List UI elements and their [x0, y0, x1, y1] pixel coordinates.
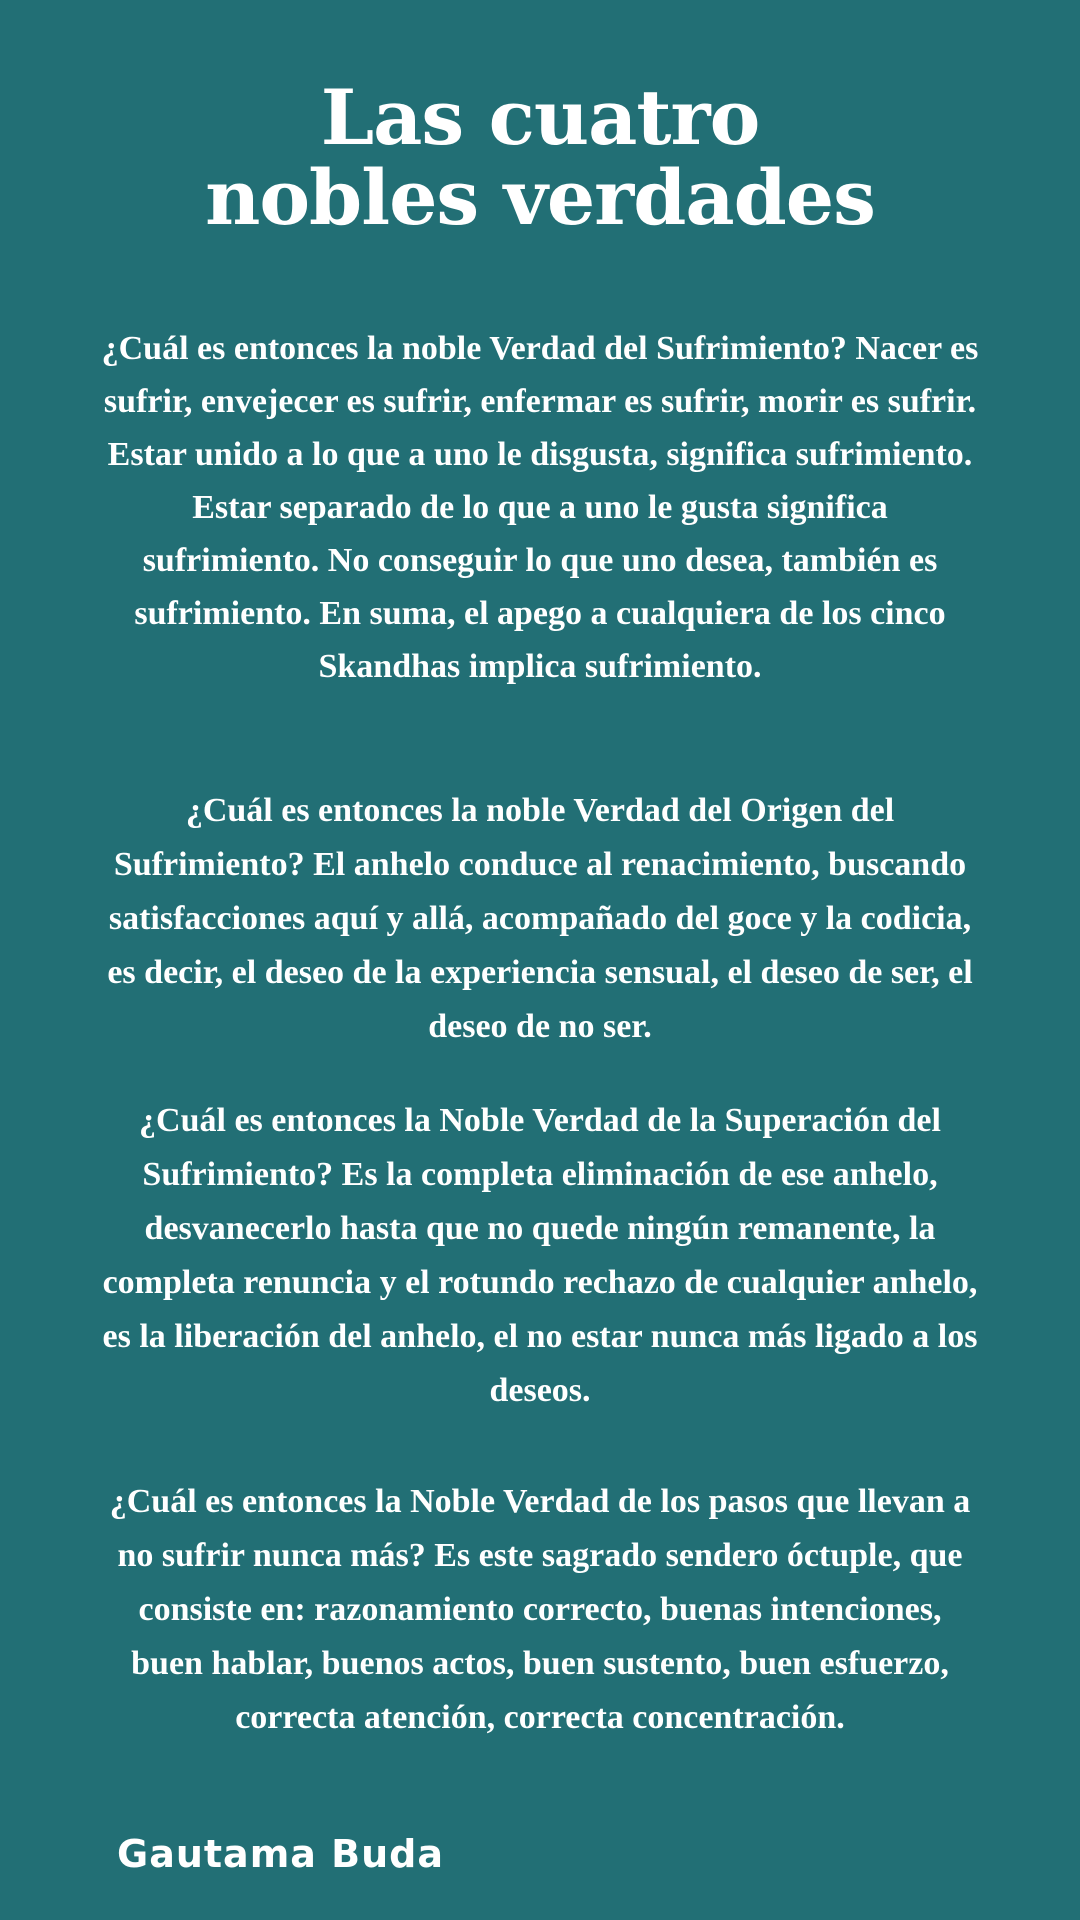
title-line-2: nobles verdades [205, 153, 875, 242]
page-title [0, 73, 1080, 242]
paragraph-fourth-truth: ¿Cuál es entonces la Noble Verdad de los pasos que llevan a no sufrir nunca más? Es este sagrado sendero óctuple, que consiste en: razonamiento correcto, buenas intenciones, buen hablar, buenos actos, buen sustento, buen esfuerzo, correcta atención, correcta concentración. [109, 1483, 971, 1736]
author-signature: Gautama Buda [117, 1832, 445, 1876]
paragraph-first-truth: ¿Cuál es entonces la noble Verdad del Sufrimiento? Nacer es sufrir, envejecer es sufrir, enfermar es sufrir, morir es sufrir. Estar unido a lo que a uno le disgusta, significa sufrimiento. Estar separado de lo que a uno le gusta significa sufrimiento. No conseguir lo que uno desea, también es sufrimiento. En suma, el apego a cualquiera de los cinco Skandhas implica sufrimiento. [101, 330, 979, 685]
paragraph-third-truth: ¿Cuál es entonces la Noble Verdad de la Superación del Sufrimiento? Es la completa eliminación de ese anhelo, desvanecerlo hasta que no quede ningún remanente, la completa renuncia y el rotundo rechazo de cualquier anhelo, es la liberación del anhelo, el no estar nunca más ligado a los deseos. [102, 1102, 978, 1409]
title-line-1: Las cuatro [320, 73, 760, 162]
paragraph-second-truth: ¿Cuál es entonces la noble Verdad del Origen del Sufrimiento? El anhelo conduce al renacimiento, buscando satisfacciones aquí y allá, acompañado del goce y la codicia, es decir, el deseo de la experiencia sensual, el deseo de ser, el deseo de no ser. [107, 792, 973, 1045]
